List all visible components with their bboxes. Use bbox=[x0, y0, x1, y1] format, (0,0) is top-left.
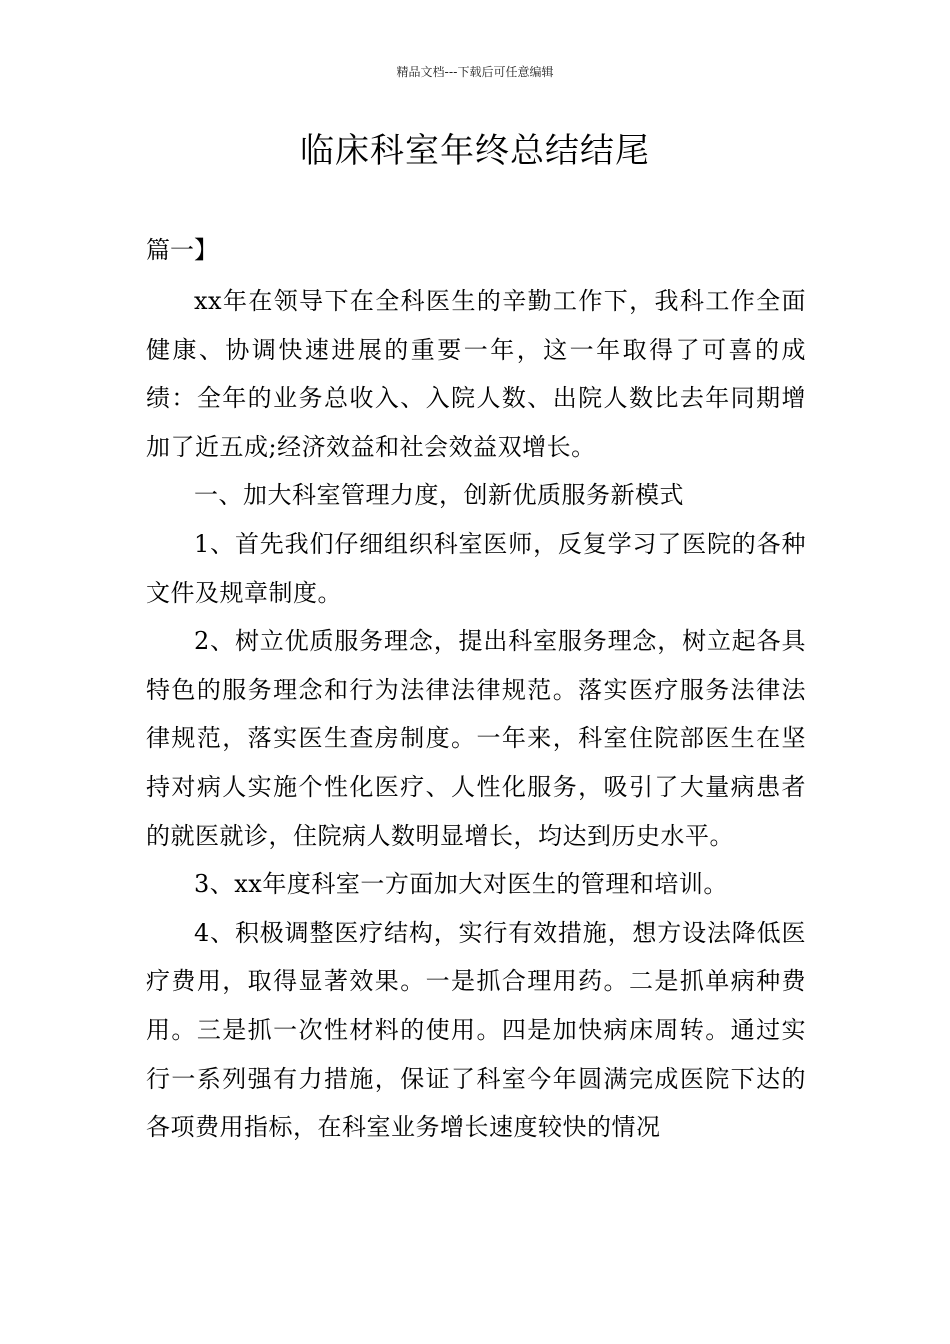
paragraph-heading-1: 一、加大科室管理力度，创新优质服务新模式 bbox=[194, 481, 684, 510]
body-text bbox=[146, 277, 806, 1152]
section-label: 篇一】 bbox=[146, 236, 218, 264]
paragraph-intro: xx年在领导下在全科医生的辛勤工作下，我科工作全面健康、协调快速进展的重要一年，这一年取得了可喜的成绩：全年的业务总收入、入院人数、出院人数比去年同期增加了近五成;经济效益和社会效益双增长。 bbox=[146, 287, 806, 461]
header-note: 精品文档---下载后可任意编辑 bbox=[396, 65, 554, 79]
paragraph-item-4: 4、积极调整医疗结构，实行有效措施，想方设法降低医疗费用，取得显著效果。一是抓合理用药。二是抓单病种费用。三是抓一次性材料的使用。四是加快病床周转。通过实行一系列强有力措施，保证了科室今年圆满完成医院下达的各项费用指标，在科室业务增长速度较快的情况 bbox=[146, 918, 806, 1142]
paragraph-item-1: 1、首先我们仔细组织科室医师，反复学习了医院的各种文件及规章制度。 bbox=[146, 529, 806, 607]
paragraph-item-3: 3、xx年度科室一方面加大对医生的管理和培训。 bbox=[194, 870, 728, 899]
paragraph-item-2: 2、树立优质服务理念，提出科室服务理念，树立起各具特色的服务理念和行为法律法律规范。落实医疗服务法律法律规范，落实医生查房制度。一年来，科室住院部医生在坚持对病人实施个性化医疗、人性化服务，吸引了大量病患者的就医就诊，住院病人数明显增长，均达到历史水平。 bbox=[146, 627, 806, 850]
document-title: 临床科室年终总结结尾 bbox=[300, 131, 650, 171]
